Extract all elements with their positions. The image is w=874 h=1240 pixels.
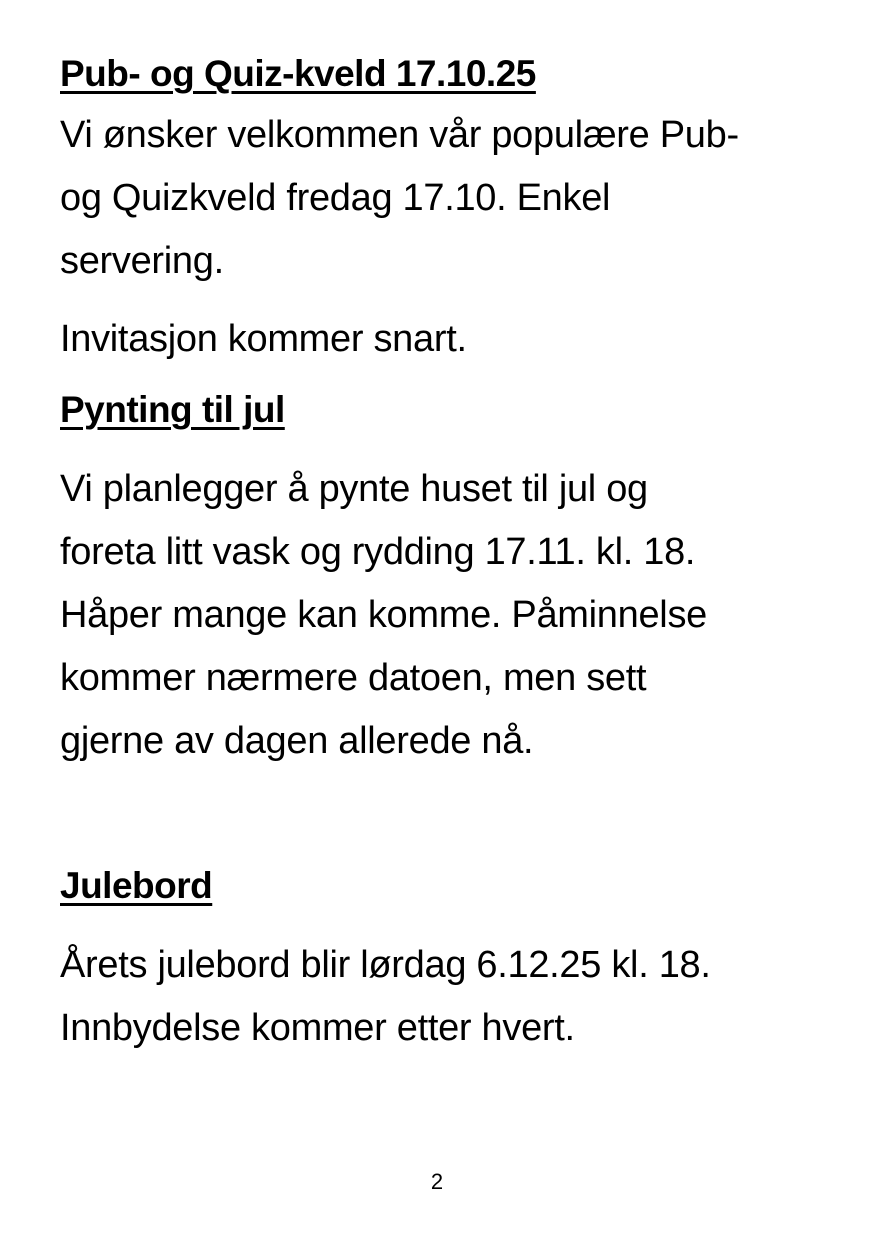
julebord-paragraph — [60, 934, 840, 1060]
paragraph-line: kommer nærmere datoen, men sett — [60, 657, 647, 699]
pub-quiz-heading: Pub- og Quiz-kveld 17.10.25 — [60, 53, 536, 94]
paragraph-line: servering. — [60, 240, 224, 282]
paragraph-line: og Quizkveld fredag 17.10. Enkel — [60, 177, 611, 219]
paragraph-line: gjerne av dagen allerede nå. — [60, 720, 534, 762]
page-number: 2 — [430, 1169, 444, 1194]
paragraph-line: Håper mange kan komme. Påminnelse — [60, 594, 707, 636]
paragraph-line: Invitasjon kommer snart. — [60, 318, 467, 360]
paragraph-line: Innbydelse kommer etter hvert. — [60, 1007, 575, 1049]
paragraph-line: Årets julebord blir lørdag 6.12.25 kl. 18. — [60, 944, 711, 986]
pynting-heading: Pynting til jul — [60, 389, 285, 430]
pynting-paragraph — [60, 458, 840, 773]
pub-quiz-paragraph — [60, 104, 840, 293]
julebord-heading: Julebord — [60, 865, 213, 906]
paragraph-line: Vi planlegger å pynte huset til jul og — [60, 468, 648, 510]
paragraph-line: Vi ønsker velkommen vår populære Pub- — [60, 114, 739, 156]
invitation-note — [60, 308, 840, 371]
paragraph-line: foreta litt vask og rydding 17.11. kl. 18. — [60, 531, 696, 573]
